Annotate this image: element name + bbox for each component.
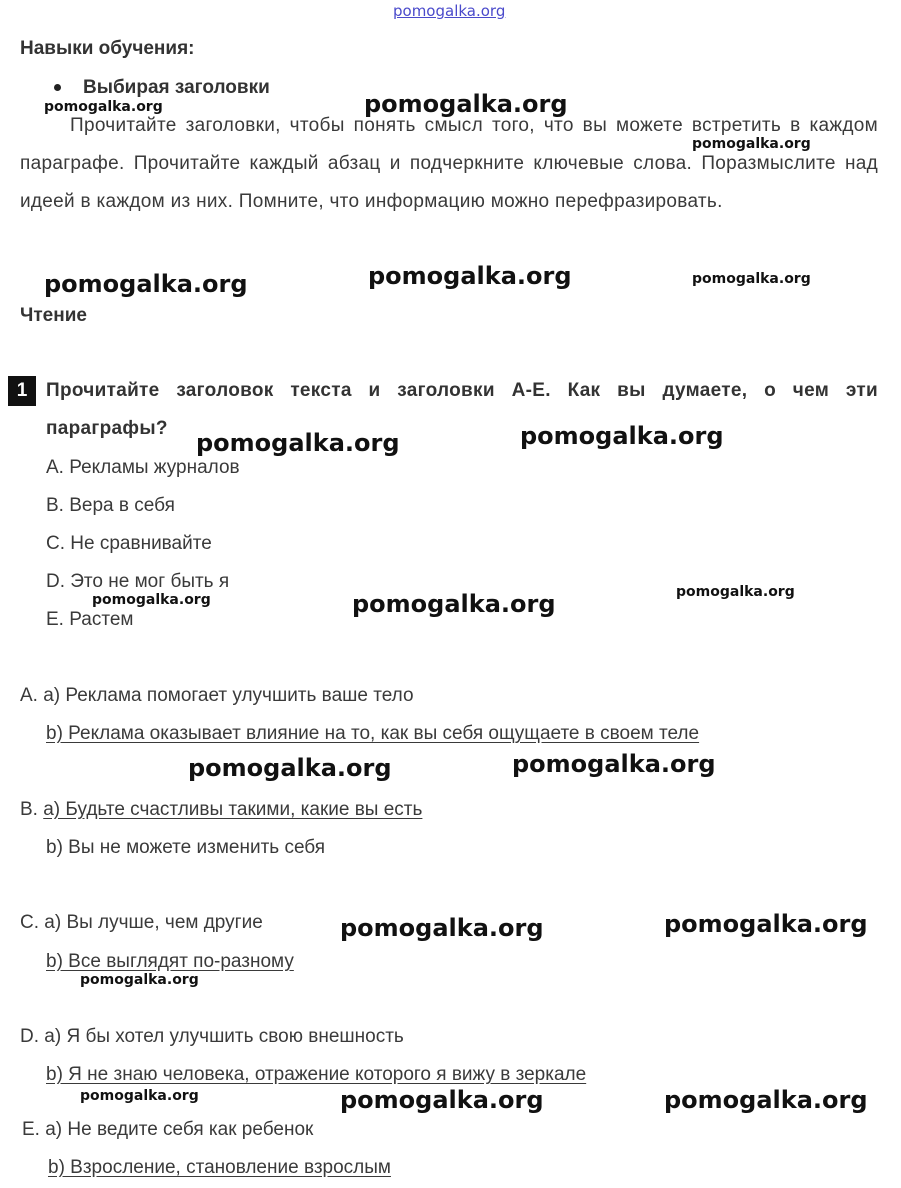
top-site-link[interactable]: pomogalka.org bbox=[393, 2, 506, 20]
answer-a-option-b: b) Реклама оказывает влияние на то, как вы себя ощущаете в своем теле bbox=[46, 723, 700, 744]
watermark: pomogalka.org bbox=[692, 136, 811, 152]
heading-item: D. Это не мог быть я bbox=[46, 571, 230, 592]
answer-e-option-a bbox=[22, 1119, 313, 1141]
bullet-heading: Выбирая заголовки bbox=[83, 77, 270, 98]
answer-letter: A. bbox=[20, 685, 38, 706]
watermark: pomogalka.org bbox=[520, 422, 724, 450]
watermark: pomogalka.org bbox=[352, 590, 556, 618]
answer-letter: B. bbox=[20, 799, 38, 820]
watermark: pomogalka.org bbox=[92, 592, 211, 608]
option-text: a) Реклама помогает улучшить ваше тело bbox=[43, 685, 414, 706]
answer-letter: E. bbox=[22, 1119, 40, 1140]
reading-heading: Чтение bbox=[20, 305, 87, 326]
watermark: pomogalka.org bbox=[364, 90, 568, 118]
watermark: pomogalka.org bbox=[80, 1088, 199, 1104]
watermark: pomogalka.org bbox=[44, 270, 248, 298]
skills-heading: Навыки обучения: bbox=[20, 38, 195, 59]
answer-letter: C. bbox=[20, 912, 39, 933]
watermark: pomogalka.org bbox=[512, 750, 716, 778]
watermark: pomogalka.org bbox=[664, 1086, 868, 1114]
watermark: pomogalka.org bbox=[340, 1086, 544, 1114]
watermark: pomogalka.org bbox=[196, 429, 400, 457]
option-text: a) Вы лучше, чем другие bbox=[44, 912, 263, 933]
answer-letter: D. bbox=[20, 1026, 39, 1047]
heading-item: B. Вера в себя bbox=[46, 495, 175, 516]
watermark: pomogalka.org bbox=[44, 99, 163, 115]
skills-paragraph: Прочитайте заголовки, чтобы понять смысл того, что вы можете встретить в каждом параграфе. Прочитайте каждый абзац и подчеркните ключевые слова. Поразмыслите над идеей в каждом из них. Помните, что информацию можно перефразировать. bbox=[20, 115, 878, 212]
watermark: pomogalka.org bbox=[80, 972, 199, 988]
answer-c-option-a bbox=[20, 912, 263, 934]
watermark: pomogalka.org bbox=[188, 754, 392, 782]
answer-b-option-b: b) Вы не можете изменить себя bbox=[46, 837, 326, 858]
task-number-badge: 1 bbox=[8, 376, 36, 406]
answer-c-option-b: b) Все выглядят по-разному bbox=[46, 951, 294, 972]
bullet-icon bbox=[54, 84, 61, 91]
heading-item: C. Не сравнивайте bbox=[46, 533, 212, 554]
task-text: Прочитайте заголовок текста и заголовки A-E. Как вы думаете, о чем эти параграфы? bbox=[46, 380, 878, 439]
watermark: pomogalka.org bbox=[676, 584, 795, 600]
heading-item: A. Рекламы журналов bbox=[46, 457, 240, 478]
option-text: a) Не ведите себя как ребенок bbox=[45, 1119, 314, 1140]
heading-item: E. Растем bbox=[46, 609, 134, 630]
answer-d-option-a bbox=[20, 1026, 404, 1048]
watermark: pomogalka.org bbox=[664, 910, 868, 938]
answer-d-option-b: b) Я не знаю человека, отражение которого я вижу в зеркале bbox=[46, 1064, 587, 1085]
answer-e-option-b: b) Взросление, становление взрослым bbox=[48, 1157, 391, 1178]
option-text: a) Я бы хотел улучшить свою внешность bbox=[44, 1026, 404, 1047]
answer-a-option-a bbox=[20, 685, 414, 707]
option-text: a) Будьте счастливы такими, какие вы есть bbox=[43, 799, 423, 820]
answer-b-option-a bbox=[20, 799, 422, 821]
watermark: pomogalka.org bbox=[692, 271, 811, 287]
bullet-item bbox=[54, 77, 270, 99]
watermark: pomogalka.org bbox=[368, 262, 572, 290]
watermark: pomogalka.org bbox=[340, 914, 544, 942]
